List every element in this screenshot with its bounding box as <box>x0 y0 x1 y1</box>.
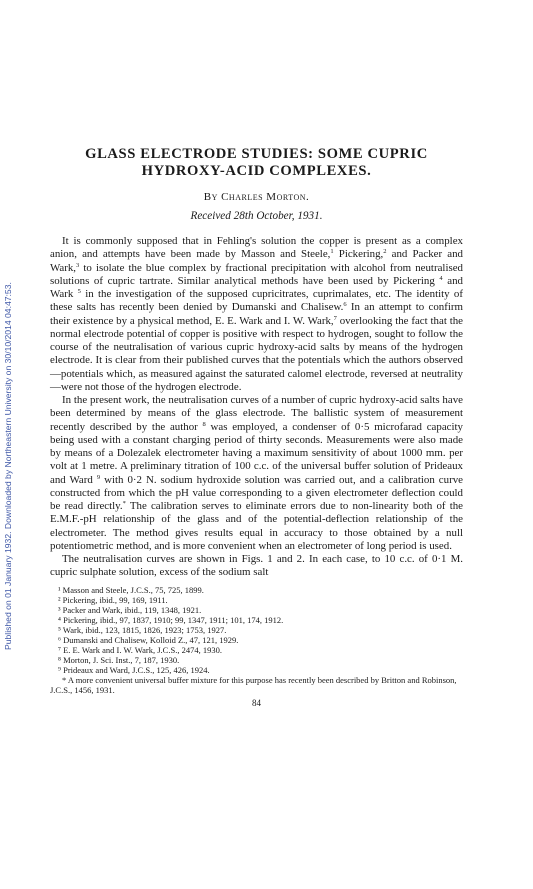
title-line-1: GLASS ELECTRODE STUDIES: SOME CUPRIC <box>85 146 428 162</box>
author-line: By Charles Morton. <box>203 191 310 203</box>
article-title <box>50 146 463 180</box>
footnote-3: ³ Packer and Wark, ibid., 119, 1348, 1921. <box>58 604 202 615</box>
footnote-4: ⁴ Pickering, ibid., 97, 1837, 1910; 99, 1347, 1911; 101, 174, 1912. <box>58 614 284 625</box>
paragraph-3: The neutralisation curves are shown in Figs. 1 and 2. In each case, to 10 c.c. of 0·1 M. cupric sulphate solution, excess of the sodium salt <box>50 553 463 579</box>
title-line-2: HYDROXY-ACID COMPLEXES. <box>141 163 372 179</box>
page-number: 84 <box>252 697 261 708</box>
footnote-9: ⁹ Prideaux and Ward, J.C.S., 125, 426, 1924. <box>58 665 210 676</box>
paragraph-1: It is commonly supposed that in Fehling's solution the copper is present as a complex anion, and attempts have been made by Masson and Steele,$^1$ Pickering,$^2$ and Packer and Wark,$^3$ to isolate the blue complex by fractional precipitation with alcohol from neutralised solutions of cupric tartrate. Similar analytical methods have been used by Pickering $^4$ and Wark $^5$ in the investigation of the supposed cupricitrates, cuprimalates, etc. The identity of these salts has recently been denied by Dumanski and Chalisew.$^6$ In an attempt to confirm their existence by a physical method, E. E. Wark and I. W. Wark,$^7$ overlooking the fact that the normal electrode potential of copper is positive with respect to hydrogen, sought to follow the course of the neutralisation of various cupric hydroxy-acid salts by means of the hydrogen electrode. It is clear from their published curves that the potentials which the authors observed—potentials which, as measured against the saturated calomel electrode, reversed at neutrality—were not those of the hydrogen electrode. <box>50 235 463 393</box>
footnote-1: ¹ Masson and Steele, J.C.S., 75, 725, 1899. <box>58 584 204 595</box>
footnote-8: ⁸ Morton, J. Sci. Inst., 7, 187, 1930. <box>58 655 180 666</box>
footnote-7: ⁷ E. E. Wark and I. W. Wark, J.C.S., 2474, 1930. <box>58 645 222 656</box>
download-watermark: Published on 01 January 1932. Downloaded by Northeastern University on 30/10/2014 04:47:53. <box>3 282 13 650</box>
article-page <box>50 0 463 708</box>
article-body <box>50 235 463 580</box>
received-date: Received 28th October, 1931. <box>190 210 323 222</box>
paragraph-2: In the present work, the neutralisation curves of a number of cupric hydroxy-acid salts have been determined by means of the glass electrode. The ballistic system of measurement recently described by the author $^8$ was employed, a condenser of 0·5 microfarad capacity being used with a constant charging period of thirty seconds. Measurements were also made by means of a Dolezalek electrometer having a maximum sensitivity of about 1000 mm. per volt at 1 metre. A preliminary titration of 100 c.c. of the universal buffer solution of Prideaux and Ward $^9$ with 0·2 N. sodium hydroxide solution was carried out, and a calibration curve constructed from which the pH value corresponding to a given electrometer deflection could be read directly.* The calibration serves to eliminate errors due to non-linearity both of the E.M.F.-pH relationship of the glass and of the potential-deflection relationship of the electrometer. The method gives results equal in accuracy to those obtained by a null potentiometric method, and is more convenient when an electrometer of long period is used. <box>50 394 463 552</box>
footnote-2: ² Pickering, ibid., 99, 169, 1911. <box>58 594 168 605</box>
footnote-6: ⁶ Dumanski and Chalisew, Kolloid Z., 47, 121, 1929. <box>58 634 239 645</box>
footnote-star: * A more convenient universal buffer mixture for this purpose has recently been described by Britton and Robinson, J.C.S., 1456, 1931. <box>50 675 457 696</box>
footnotes <box>50 585 463 696</box>
footnote-5: ⁵ Wark, ibid., 123, 1815, 1826, 1923; 1753, 1927. <box>58 624 227 635</box>
